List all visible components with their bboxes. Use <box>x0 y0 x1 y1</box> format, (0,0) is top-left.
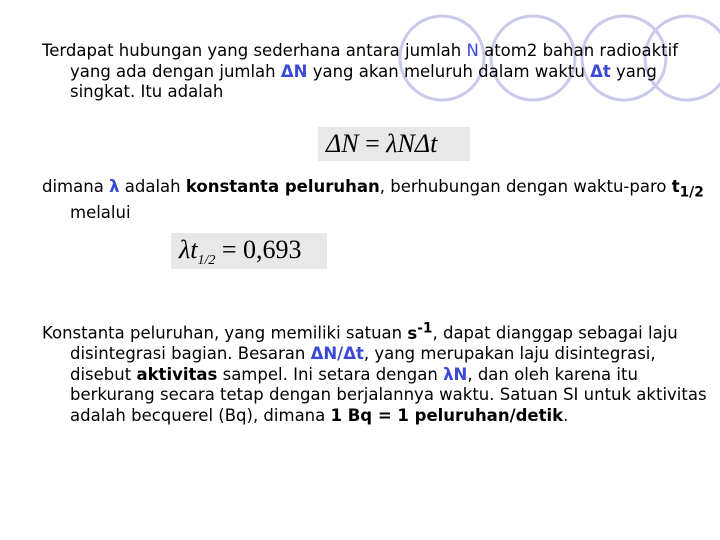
term-decay-constant: konstanta peluruhan <box>185 177 380 196</box>
symbol-delta-ratio: ΔN/Δt <box>310 344 364 363</box>
text-run: . <box>563 405 569 425</box>
half-life-subscript: 1/2 <box>679 184 704 201</box>
equation-lhs: λt <box>179 235 198 264</box>
text-run: , dan oleh karena itu berkurang secara tetap dengan berjalannya waktu. Satuan SI untuk aktivitas adalah becquerel (Bq), dimana <box>70 364 707 425</box>
activity-paragraph <box>42 318 720 426</box>
unit-s: s <box>407 323 418 343</box>
text-run: , yang merupakan laju disintegrasi, disebut <box>70 344 656 384</box>
text-run: melalui <box>70 202 131 222</box>
term-activity: aktivitas <box>136 364 218 384</box>
equation-rhs: λNΔt <box>386 129 438 158</box>
symbol-delta-n: ΔN <box>280 61 308 81</box>
text-run: , dapat dianggap sebagai laju disintegrasi bagian. Besaran <box>70 323 678 363</box>
text-run: sampel. Ini setara dengan <box>217 364 444 384</box>
text-run: dimana <box>42 177 110 196</box>
symbol-lambda-n: λN <box>443 364 468 384</box>
half-life-equation <box>171 233 327 269</box>
equation-subscript: 1/2 <box>197 253 216 269</box>
text-run: Terdapat hubungan yang sederhana antara jumlah <box>42 41 467 60</box>
decay-rate-equation <box>318 127 470 161</box>
equation-lhs: ΔN <box>326 129 359 158</box>
symbol-n: N <box>466 41 479 60</box>
text-run: , berhubungan dengan waktu-paro <box>379 177 672 196</box>
text-run: yang akan meluruh dalam waktu <box>307 61 591 81</box>
text-run: adalah <box>119 177 186 196</box>
equals-sign: = <box>358 129 387 158</box>
text-run: yang singkat. Itu adalah <box>70 61 657 101</box>
text-run: atom2 bahan radioaktif yang ada dengan jumlah <box>70 41 679 81</box>
unit-exponent: -1 <box>417 320 433 336</box>
intro-paragraph <box>42 41 720 103</box>
symbol-lambda: λ <box>109 177 120 196</box>
becquerel-definition: 1 Bq = 1 peluruhan/detik <box>330 405 564 425</box>
equation-rhs: 0,693 <box>243 235 302 264</box>
symbol-delta-t: Δt <box>590 61 611 81</box>
lambda-paragraph <box>42 177 720 223</box>
symbol-half-life: t <box>671 177 680 196</box>
equals-sign: = <box>215 235 244 264</box>
text-run: Konstanta peluruhan, yang memiliki satuan <box>42 323 408 343</box>
